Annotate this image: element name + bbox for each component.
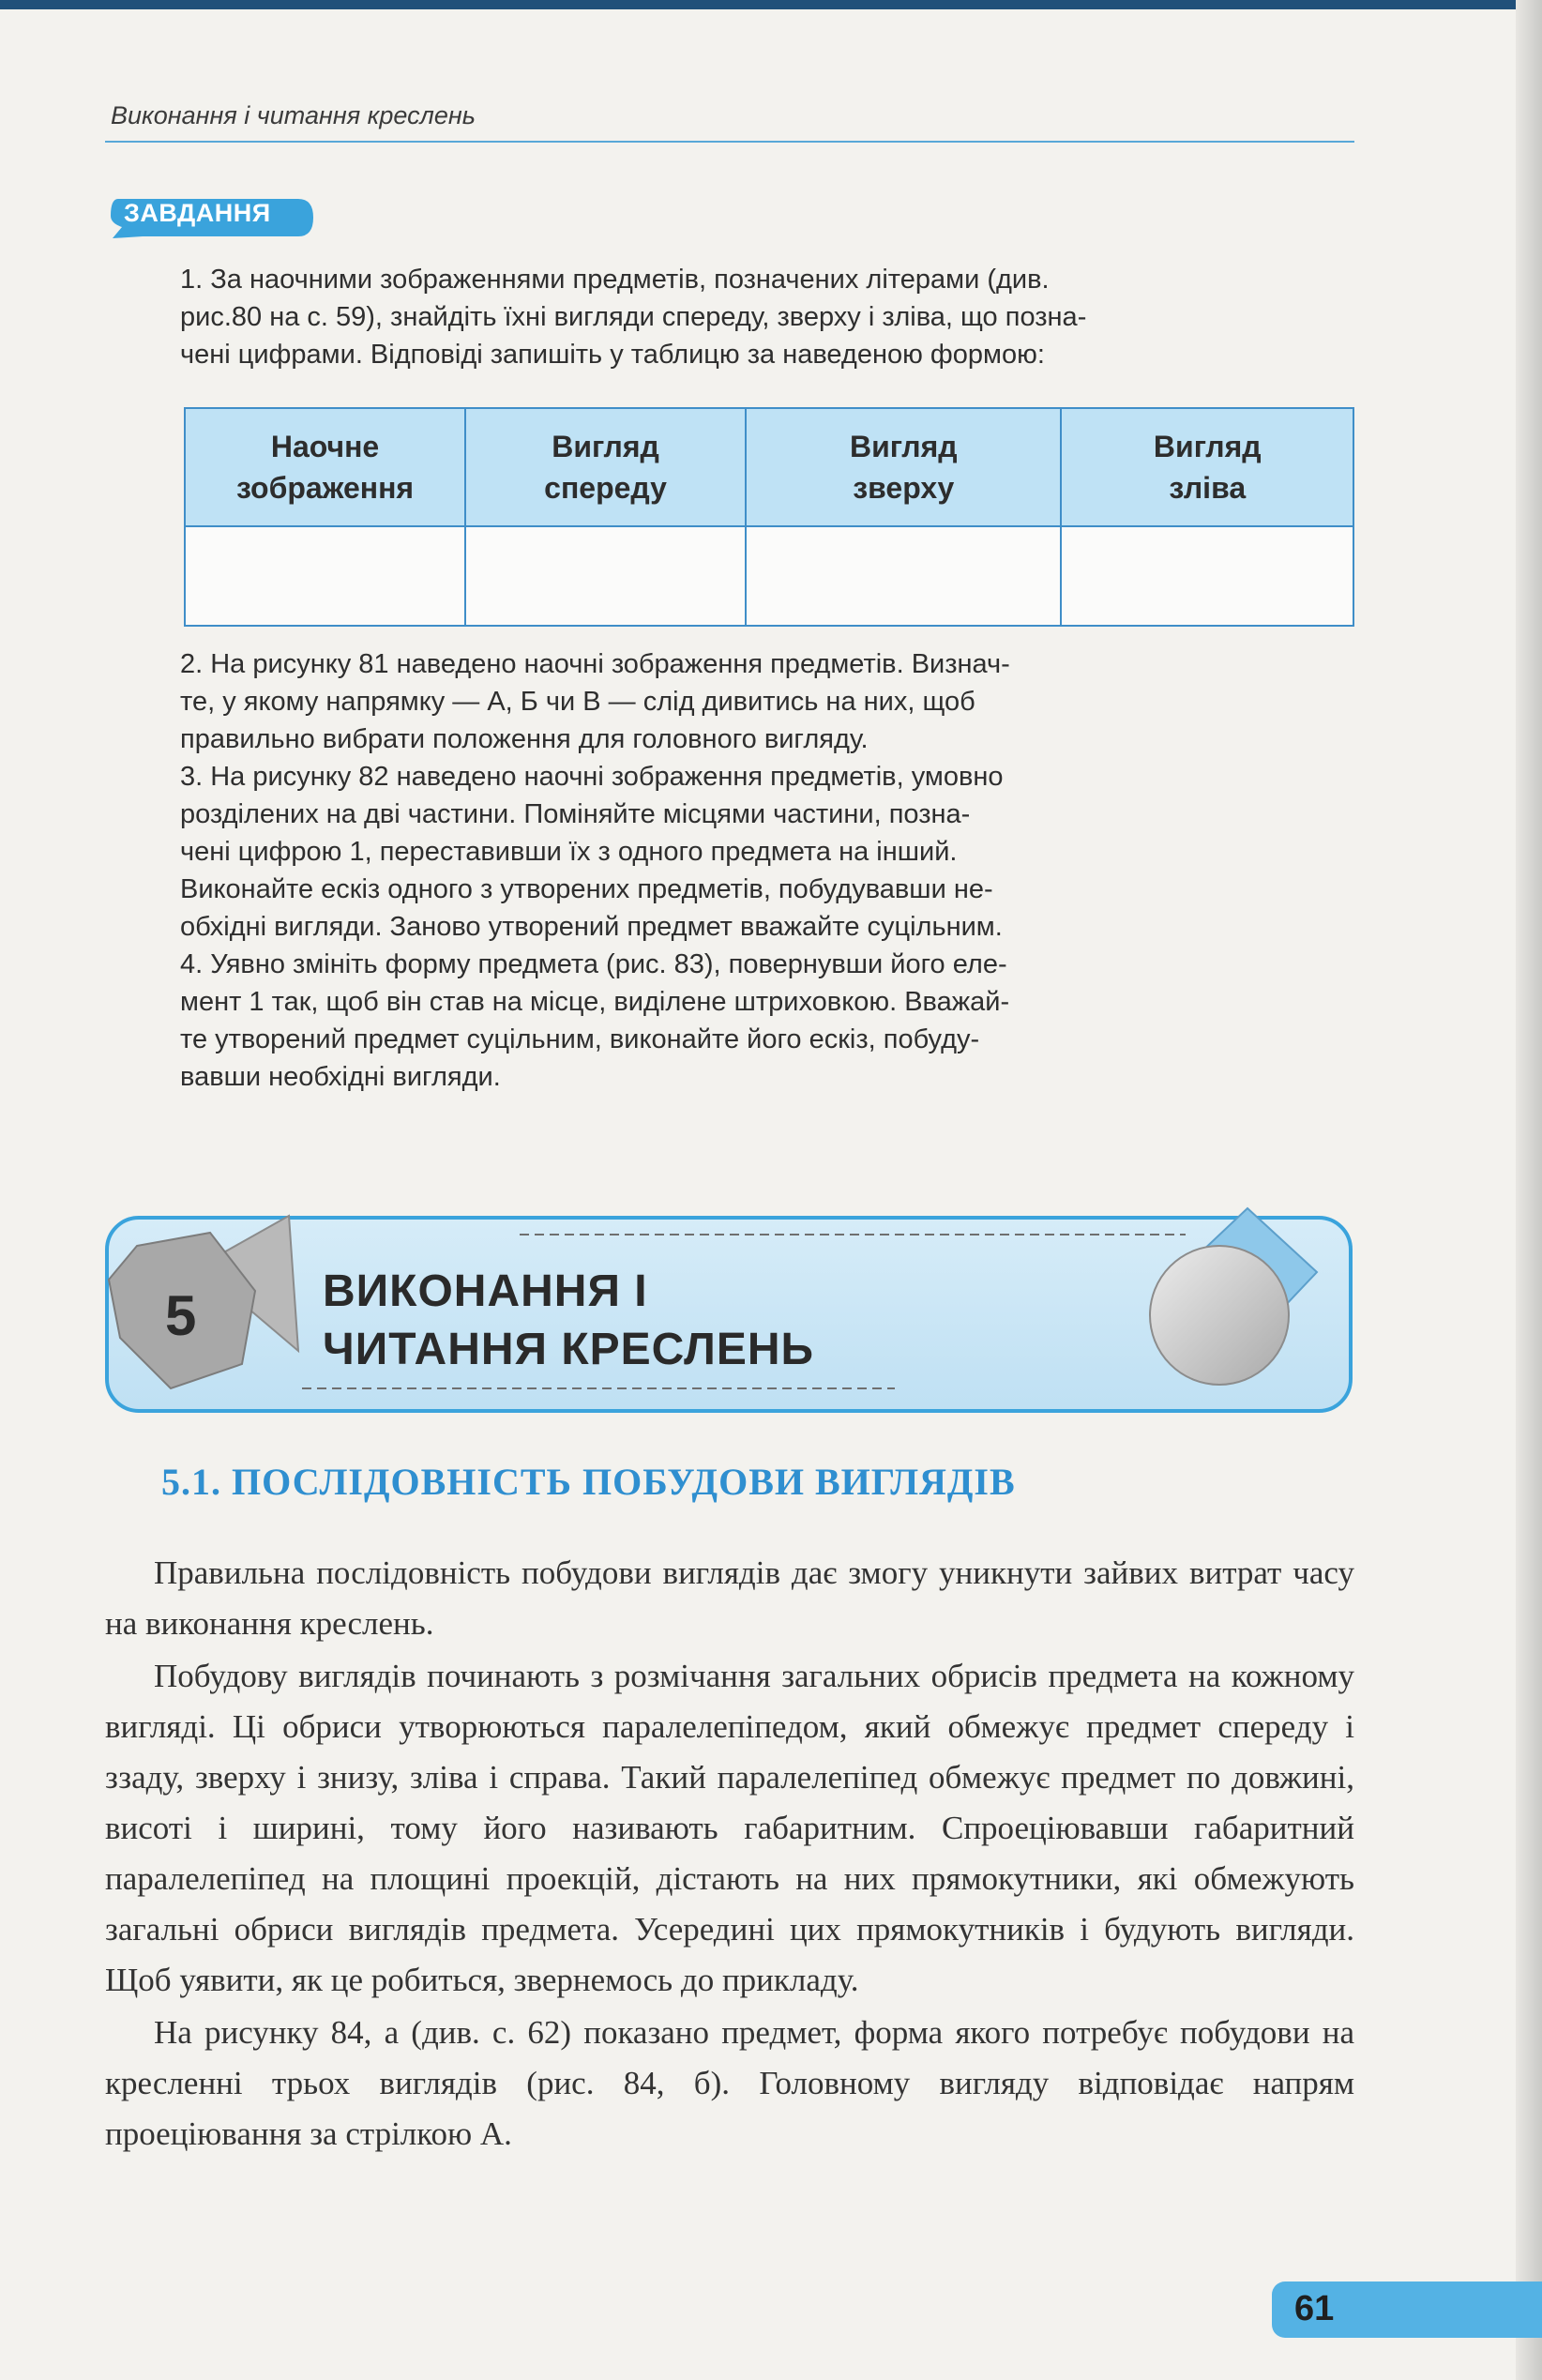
task-1-line-3: чені цифрами. Відповіді запишіть у таблицю за наведеною формою: (180, 340, 1045, 370)
answer-cell-front (465, 526, 746, 626)
chapter-title-line-1: ВИКОНАННЯ І (323, 1266, 648, 1316)
col-header-top-line2: зверху (853, 471, 955, 505)
answer-table (184, 407, 1354, 627)
col-header-front-line1: Вигляд (552, 430, 659, 463)
body-paragraph-2: Побудову виглядів починають з розмічання загальних обрисів предмета на кожному вигляді. Ці обриси утворюються паралелепіпедом, який обмежує предмет спереду і ззаду, зверху і знизу, зліва і справа. Такий паралелепіпед обмежує предмет по довжині, висоті і ширині, тому його називають габаритним. Спроеціювавши габаритний паралелепіпед на площині проекцій, дістають на них прямокутники, які обмежують загальні обриси виглядів предмета. Усередині цих прямокутників і будують вигляди. Щоб уявити, як це робиться, звернемось до прикладу. (105, 1658, 1354, 1998)
col-header-pictorial-line2: зображення (235, 471, 415, 505)
page-edge-top (0, 0, 1542, 9)
task-line-11: те утворений предмет суцільним, виконайте його ескіз, побуду- (180, 1024, 980, 1054)
chapter-title-line-2: ЧИТАННЯ КРЕСЛЕНЬ (323, 1325, 815, 1374)
tasks-badge-label: ЗАВДАННЯ (124, 199, 271, 227)
task-line-4: 3. На рисунку 82 наведено наочні зображення предметів, умовно (180, 762, 1004, 792)
col-header-left-line1: Вигляд (1153, 430, 1262, 463)
task-line-5: розділених на дві частини. Поміняйте місцями частини, позна- (180, 799, 971, 829)
section-title: 5.1. ПОСЛІДОВНІСТЬ ПОБУДОВИ ВИГЛЯДІВ (161, 1461, 1016, 1503)
col-header-pictorial (185, 408, 465, 526)
tasks-2-4 (180, 645, 1360, 1096)
task-line-7: Виконайте ескіз одного з утворених предметів, побудувавши не- (180, 874, 993, 904)
task-line-8: обхідні вигляди. Заново утворений предмет вважайте суцільним. (180, 912, 1003, 942)
task-line-3: правильно вибрати положення для головного вигляду. (180, 724, 869, 754)
sphere-shape-icon (1150, 1246, 1289, 1385)
chapter-title (323, 1263, 814, 1379)
answer-table-header-row (185, 408, 1353, 526)
task-1-line-1: 1. За наочними зображеннями предметів, позначених літерами (див. (180, 265, 1050, 295)
answer-cell-left (1061, 526, 1353, 626)
task-line-2: те, у якому напрямку — А, Б чи В — слід дивитись на них, щоб (180, 687, 975, 717)
col-header-top-view (746, 408, 1061, 526)
col-header-left-line2: зліва (1169, 471, 1247, 505)
col-header-front-line2: спереду (544, 471, 667, 505)
task-1 (180, 261, 1360, 373)
col-header-pictorial-line1: Наочне (270, 430, 380, 463)
task-1-line-2: рис.80 на с. 59), знайдіть їхні вигляди спереду, зверху і зліва, що позна- (180, 302, 1087, 332)
task-line-1: 2. На рисунку 81 наведено наочні зображення предметів. Визнач- (180, 649, 1010, 679)
task-line-6: чені цифрою 1, переставивши їх з одного предмета на інший. (180, 837, 958, 867)
running-head: Виконання і читання креслень (111, 101, 476, 129)
page-number: 61 (1294, 2289, 1335, 2328)
col-header-top-line1: Вигляд (849, 430, 958, 463)
body-text (105, 1548, 1354, 2160)
answer-table-row (185, 526, 1353, 626)
page-edge-right (1516, 0, 1542, 2380)
body-paragraph-1: Правильна послідовність побудови виглядів дає змогу уникнути зайвих витрат часу на виконання креслень. (105, 1554, 1354, 1642)
answer-cell-pictorial (185, 526, 465, 626)
body-paragraph-3: На рисунку 84, а (див. с. 62) показано предмет, форма якого потребує побудови на кресленні трьох виглядів (рис. 84, б). Головному вигляду відповідає напрям проеціювання за стрілкою А. (105, 2014, 1354, 2152)
col-header-left-view (1061, 408, 1353, 526)
col-header-front-view (465, 408, 746, 526)
header-rule (105, 141, 1354, 143)
task-line-12: вавши необхідні вигляди. (180, 1062, 501, 1092)
task-line-10: мент 1 так, щоб він став на місце, виділене штриховкою. Вважай- (180, 987, 1010, 1017)
task-line-9: 4. Уявно змініть форму предмета (рис. 83), повернувши його еле- (180, 949, 1007, 979)
answer-cell-top (746, 526, 1061, 626)
chapter-number: 5 (165, 1284, 197, 1347)
